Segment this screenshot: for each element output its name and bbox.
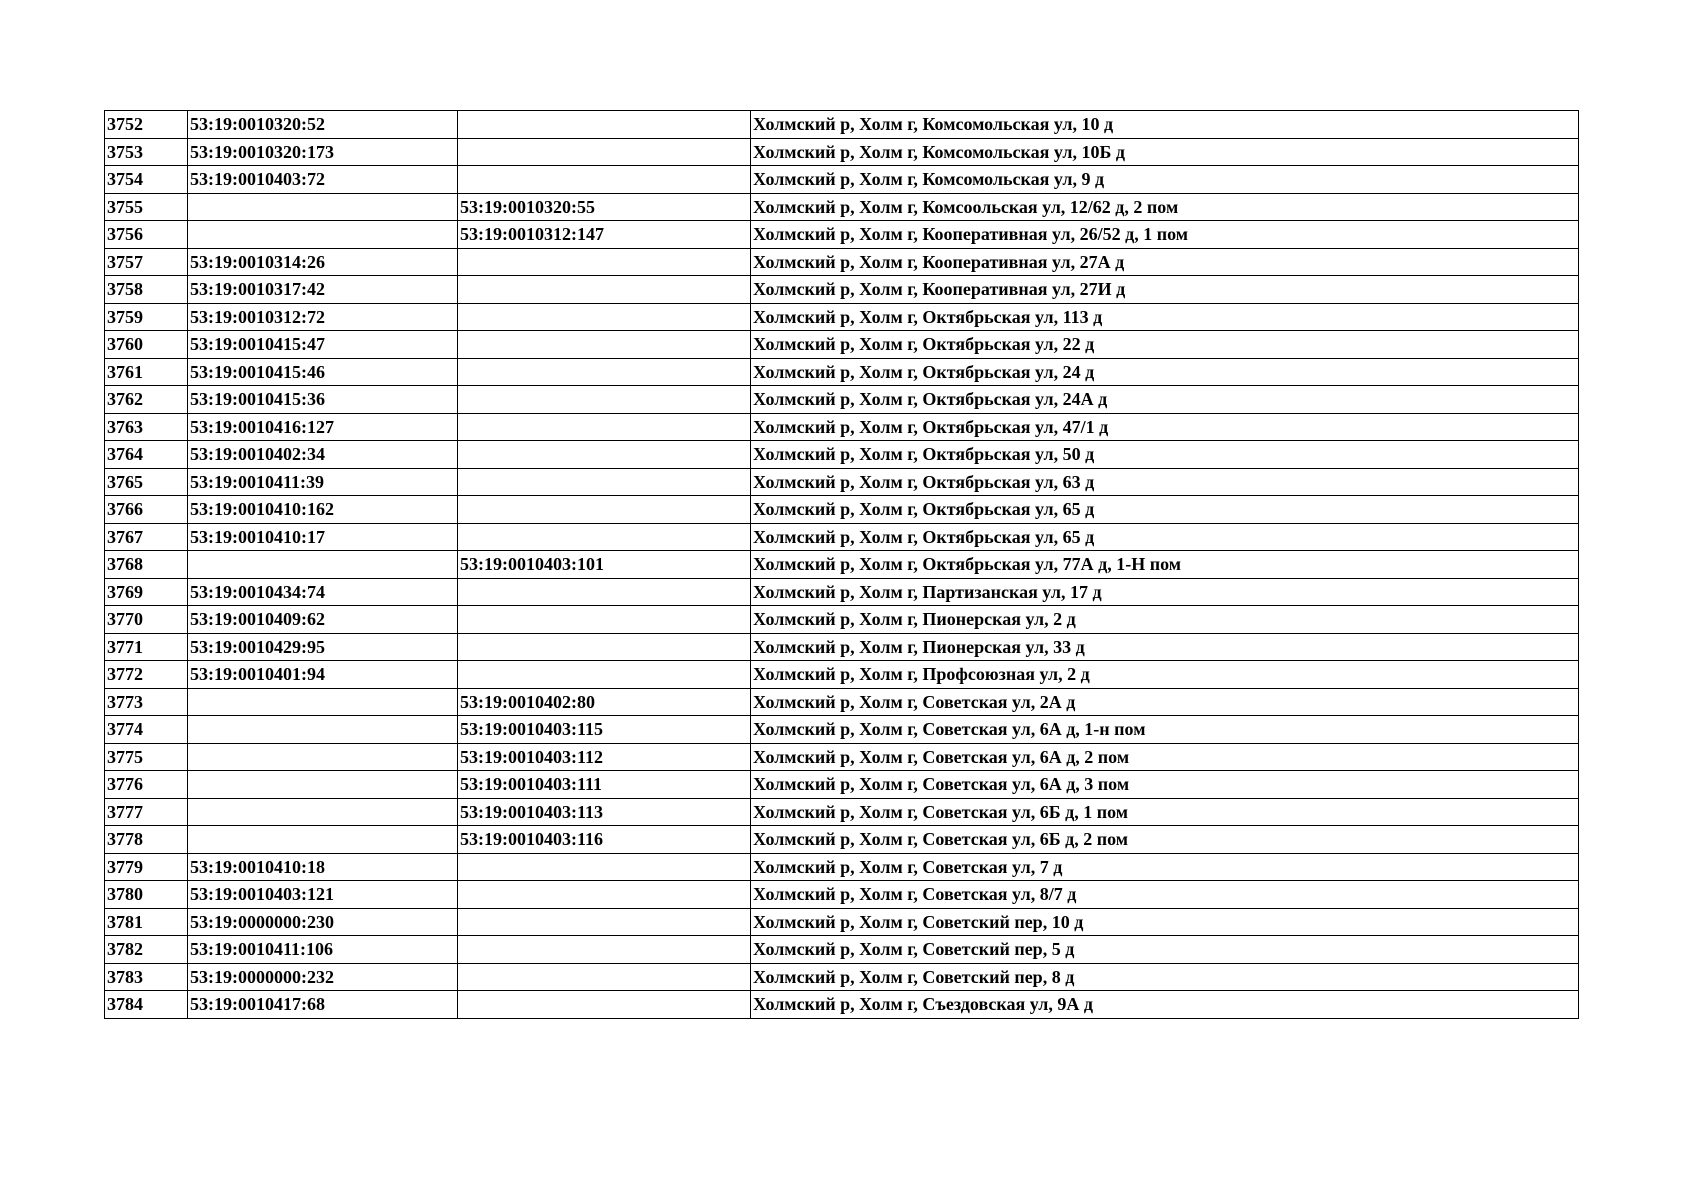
table-row	[105, 716, 1579, 744]
cadastral-number-cell: 53:19:0010411:106	[188, 936, 458, 964]
table-row	[105, 908, 1579, 936]
row-number-cell: 3757	[105, 248, 188, 276]
table-row	[105, 936, 1579, 964]
cadastral-number-cell: 53:19:0010320:52	[188, 111, 458, 139]
cadastral-number-cell: 53:19:0000000:230	[188, 908, 458, 936]
cadastral-number-cell: 53:19:0010317:42	[188, 276, 458, 304]
table-row	[105, 276, 1579, 304]
table-row	[105, 138, 1579, 166]
cadastral-number-cell: 53:19:0010314:26	[188, 248, 458, 276]
premises-cadastral-number-cell	[458, 111, 751, 139]
premises-cadastral-number-cell	[458, 248, 751, 276]
address-cell: Холмский р, Холм г, Советская ул, 6А д, 1-н пом	[751, 716, 1579, 744]
row-number-cell: 3769	[105, 578, 188, 606]
cadastral-number-cell: 53:19:0010416:127	[188, 413, 458, 441]
address-cell: Холмский р, Холм г, Кооперативная ул, 27И д	[751, 276, 1579, 304]
address-cell: Холмский р, Холм г, Советская ул, 8/7 д	[751, 881, 1579, 909]
premises-cadastral-number-cell: 53:19:0010320:55	[458, 193, 751, 221]
premises-cadastral-number-cell	[458, 331, 751, 359]
registry-table-body	[105, 111, 1579, 1019]
address-cell: Холмский р, Холм г, Октябрьская ул, 65 д	[751, 523, 1579, 551]
row-number-cell: 3782	[105, 936, 188, 964]
cadastral-number-cell: 53:19:0010320:173	[188, 138, 458, 166]
address-cell: Холмский р, Холм г, Октябрьская ул, 22 д	[751, 331, 1579, 359]
row-number-cell: 3773	[105, 688, 188, 716]
row-number-cell: 3758	[105, 276, 188, 304]
address-cell: Холмский р, Холм г, Советская ул, 6А д, 3 пом	[751, 771, 1579, 799]
premises-cadastral-number-cell	[458, 578, 751, 606]
address-cell: Холмский р, Холм г, Кооперативная ул, 26/52 д, 1 пом	[751, 221, 1579, 249]
table-row	[105, 798, 1579, 826]
premises-cadastral-number-cell: 53:19:0010403:115	[458, 716, 751, 744]
address-cell: Холмский р, Холм г, Октябрьская ул, 24 д	[751, 358, 1579, 386]
premises-cadastral-number-cell	[458, 606, 751, 634]
address-cell: Холмский р, Холм г, Пионерская ул, 33 д	[751, 633, 1579, 661]
cadastral-number-cell: 53:19:0000000:232	[188, 963, 458, 991]
premises-cadastral-number-cell	[458, 413, 751, 441]
row-number-cell: 3753	[105, 138, 188, 166]
table-row	[105, 221, 1579, 249]
row-number-cell: 3766	[105, 496, 188, 524]
table-row	[105, 963, 1579, 991]
cadastral-number-cell	[188, 798, 458, 826]
cadastral-number-cell: 53:19:0010434:74	[188, 578, 458, 606]
address-cell: Холмский р, Холм г, Советский пер, 10 д	[751, 908, 1579, 936]
premises-cadastral-number-cell: 53:19:0010403:116	[458, 826, 751, 854]
table-row	[105, 606, 1579, 634]
cadastral-number-cell: 53:19:0010410:18	[188, 853, 458, 881]
address-cell: Холмский р, Холм г, Советская ул, 2А д	[751, 688, 1579, 716]
row-number-cell: 3756	[105, 221, 188, 249]
table-row	[105, 853, 1579, 881]
premises-cadastral-number-cell	[458, 441, 751, 469]
table-row	[105, 331, 1579, 359]
table-row	[105, 991, 1579, 1019]
row-number-cell: 3780	[105, 881, 188, 909]
cadastral-number-cell	[188, 688, 458, 716]
cadastral-number-cell: 53:19:0010401:94	[188, 661, 458, 689]
table-row	[105, 633, 1579, 661]
premises-cadastral-number-cell	[458, 881, 751, 909]
row-number-cell: 3762	[105, 386, 188, 414]
address-cell: Холмский р, Холм г, Советский пер, 8 д	[751, 963, 1579, 991]
cadastral-number-cell: 53:19:0010409:62	[188, 606, 458, 634]
address-cell: Холмский р, Холм г, Советская ул, 6А д, 2 пом	[751, 743, 1579, 771]
row-number-cell: 3774	[105, 716, 188, 744]
row-number-cell: 3767	[105, 523, 188, 551]
premises-cadastral-number-cell	[458, 661, 751, 689]
row-number-cell: 3772	[105, 661, 188, 689]
premises-cadastral-number-cell: 53:19:0010403:101	[458, 551, 751, 579]
premises-cadastral-number-cell: 53:19:0010403:112	[458, 743, 751, 771]
row-number-cell: 3759	[105, 303, 188, 331]
table-row	[105, 523, 1579, 551]
table-row	[105, 193, 1579, 221]
address-cell: Холмский р, Холм г, Пионерская ул, 2 д	[751, 606, 1579, 634]
cadastral-number-cell: 53:19:0010410:162	[188, 496, 458, 524]
table-row	[105, 303, 1579, 331]
address-cell: Холмский р, Холм г, Комсомольская ул, 10 д	[751, 111, 1579, 139]
row-number-cell: 3765	[105, 468, 188, 496]
row-number-cell: 3771	[105, 633, 188, 661]
row-number-cell: 3777	[105, 798, 188, 826]
cadastral-number-cell: 53:19:0010429:95	[188, 633, 458, 661]
premises-cadastral-number-cell	[458, 166, 751, 194]
row-number-cell: 3760	[105, 331, 188, 359]
table-row	[105, 771, 1579, 799]
cadastral-number-cell: 53:19:0010417:68	[188, 991, 458, 1019]
premises-cadastral-number-cell: 53:19:0010403:111	[458, 771, 751, 799]
row-number-cell: 3778	[105, 826, 188, 854]
premises-cadastral-number-cell	[458, 963, 751, 991]
cadastral-number-cell: 53:19:0010312:72	[188, 303, 458, 331]
registry-table	[104, 110, 1579, 1019]
cadastral-number-cell: 53:19:0010415:36	[188, 386, 458, 414]
address-cell: Холмский р, Холм г, Комсоольская ул, 12/62 д, 2 пом	[751, 193, 1579, 221]
address-cell: Холмский р, Холм г, Советская ул, 6Б д, 2 пом	[751, 826, 1579, 854]
row-number-cell: 3781	[105, 908, 188, 936]
table-row	[105, 661, 1579, 689]
address-cell: Холмский р, Холм г, Съездовская ул, 9А д	[751, 991, 1579, 1019]
cadastral-number-cell: 53:19:0010415:47	[188, 331, 458, 359]
cadastral-number-cell	[188, 716, 458, 744]
premises-cadastral-number-cell	[458, 908, 751, 936]
table-row	[105, 743, 1579, 771]
cadastral-number-cell: 53:19:0010410:17	[188, 523, 458, 551]
table-row	[105, 468, 1579, 496]
table-row	[105, 496, 1579, 524]
cadastral-number-cell	[188, 743, 458, 771]
table-row	[105, 166, 1579, 194]
address-cell: Холмский р, Холм г, Октябрьская ул, 50 д	[751, 441, 1579, 469]
address-cell: Холмский р, Холм г, Октябрьская ул, 77А д, 1-Н пом	[751, 551, 1579, 579]
premises-cadastral-number-cell	[458, 386, 751, 414]
row-number-cell: 3755	[105, 193, 188, 221]
table-row	[105, 881, 1579, 909]
cadastral-number-cell	[188, 193, 458, 221]
table-row	[105, 441, 1579, 469]
address-cell: Холмский р, Холм г, Партизанская ул, 17 д	[751, 578, 1579, 606]
premises-cadastral-number-cell	[458, 853, 751, 881]
cadastral-number-cell: 53:19:0010403:72	[188, 166, 458, 194]
premises-cadastral-number-cell	[458, 523, 751, 551]
cadastral-number-cell	[188, 221, 458, 249]
address-cell: Холмский р, Холм г, Октябрьская ул, 113 д	[751, 303, 1579, 331]
premises-cadastral-number-cell	[458, 936, 751, 964]
address-cell: Холмский р, Холм г, Октябрьская ул, 63 д	[751, 468, 1579, 496]
table-row	[105, 551, 1579, 579]
premises-cadastral-number-cell	[458, 496, 751, 524]
row-number-cell: 3775	[105, 743, 188, 771]
cadastral-number-cell: 53:19:0010402:34	[188, 441, 458, 469]
address-cell: Холмский р, Холм г, Советская ул, 7 д	[751, 853, 1579, 881]
address-cell: Холмский р, Холм г, Октябрьская ул, 47/1 д	[751, 413, 1579, 441]
row-number-cell: 3752	[105, 111, 188, 139]
table-row	[105, 826, 1579, 854]
cadastral-number-cell: 53:19:0010415:46	[188, 358, 458, 386]
premises-cadastral-number-cell	[458, 138, 751, 166]
row-number-cell: 3754	[105, 166, 188, 194]
premises-cadastral-number-cell: 53:19:0010312:147	[458, 221, 751, 249]
table-row	[105, 688, 1579, 716]
premises-cadastral-number-cell: 53:19:0010403:113	[458, 798, 751, 826]
premises-cadastral-number-cell	[458, 303, 751, 331]
row-number-cell: 3761	[105, 358, 188, 386]
premises-cadastral-number-cell	[458, 633, 751, 661]
premises-cadastral-number-cell	[458, 991, 751, 1019]
address-cell: Холмский р, Холм г, Кооперативная ул, 27А д	[751, 248, 1579, 276]
premises-cadastral-number-cell	[458, 468, 751, 496]
table-row	[105, 413, 1579, 441]
address-cell: Холмский р, Холм г, Октябрьская ул, 24А д	[751, 386, 1579, 414]
row-number-cell: 3776	[105, 771, 188, 799]
row-number-cell: 3784	[105, 991, 188, 1019]
cadastral-number-cell	[188, 771, 458, 799]
row-number-cell: 3770	[105, 606, 188, 634]
table-row	[105, 578, 1579, 606]
table-row	[105, 386, 1579, 414]
cadastral-number-cell	[188, 551, 458, 579]
address-cell: Холмский р, Холм г, Профсоюзная ул, 2 д	[751, 661, 1579, 689]
address-cell: Холмский р, Холм г, Октябрьская ул, 65 д	[751, 496, 1579, 524]
table-row	[105, 111, 1579, 139]
cadastral-number-cell: 53:19:0010403:121	[188, 881, 458, 909]
cadastral-number-cell: 53:19:0010411:39	[188, 468, 458, 496]
row-number-cell: 3763	[105, 413, 188, 441]
address-cell: Холмский р, Холм г, Комсомольская ул, 10Б д	[751, 138, 1579, 166]
premises-cadastral-number-cell	[458, 358, 751, 386]
table-row	[105, 358, 1579, 386]
cadastral-number-cell	[188, 826, 458, 854]
row-number-cell: 3764	[105, 441, 188, 469]
address-cell: Холмский р, Холм г, Советская ул, 6Б д, 1 пом	[751, 798, 1579, 826]
row-number-cell: 3783	[105, 963, 188, 991]
premises-cadastral-number-cell	[458, 276, 751, 304]
address-cell: Холмский р, Холм г, Комсомольская ул, 9 д	[751, 166, 1579, 194]
premises-cadastral-number-cell: 53:19:0010402:80	[458, 688, 751, 716]
address-cell: Холмский р, Холм г, Советский пер, 5 д	[751, 936, 1579, 964]
row-number-cell: 3768	[105, 551, 188, 579]
row-number-cell: 3779	[105, 853, 188, 881]
table-row	[105, 248, 1579, 276]
